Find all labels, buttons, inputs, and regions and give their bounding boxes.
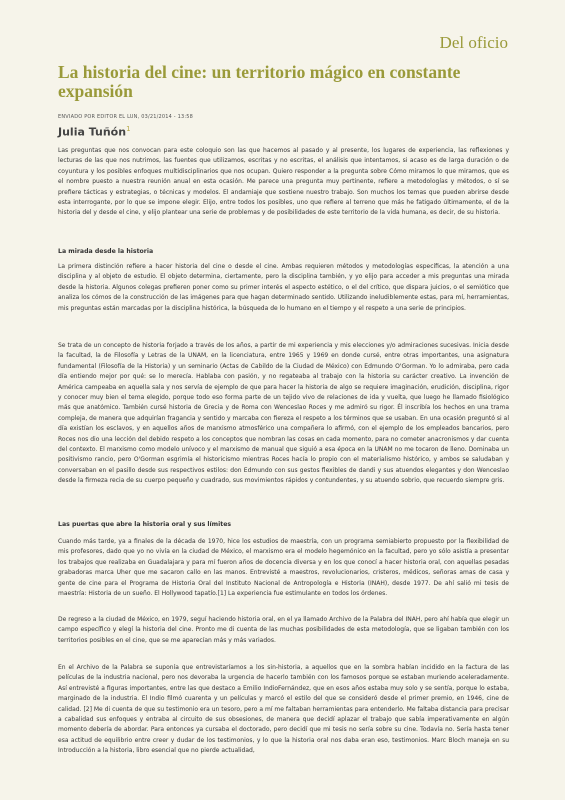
article-title: La historia del cine: un territorio mágico en constante expansión bbox=[58, 62, 461, 101]
author-label: Julia Tuñón bbox=[58, 125, 127, 139]
paragraph-oral-2: De regreso a la ciudad de México, en 1979, seguí haciendo historia oral, en el ya llamado Archivo de la Palabra del INAH, pero ahí había que elegir un campo específico y elegí la historia del cine. Pronto me di cuenta de las muchas posibilidades de esta metodología, que se ligaban también con los territorios posibles en el cine, que se me aparecían más y más variados. bbox=[58, 616, 509, 644]
subheading-historia-oral: Las puertas que abre la historia oral y sus límites bbox=[58, 521, 232, 528]
author-footnote-marker[interactable]: 1 bbox=[126, 125, 131, 133]
paragraph-mirada-2: Se trata de un concepto de historia forjado a través de los años, a partir de mi experiencia y mis elecciones y/o admiraciones sucesivas. Inicia desde la facultad, la de Filosofía y Letras de la UNAM, en la licenciatura, entre 1965 y 1969 en donde cursé, entre otras importantes, una asignatura fundamental (Filosofía de la Historia) y un seminario (Actas de Cabildo de la Ciudad de México) con Edmundo O'Gorman. Yo lo admiraba, pero cada día entiendo mejor por qué: se lo merecía. Hablaba con pasión, y no regateaba al trabajo con la historia su carácter creativo. La invención de América campeaba en aquella sala y nos servía de ejemplo de que para hacer la historia de algo se requiere imaginación, erudición, disciplina, rigor y conocer muy bien el tema elegido, porque todo eso forma parte de un tejido vivo de relaciones de ida y vuelta, que luego he llamado fisiológico más que anatómico. También cursé historia de Grecia y de Roma con Wenceslao Roces y me admiró su rigor. Él inscribía los hechos en una trama compleja, de manera que adquirían fragancia y sentido y marcaba con fiereza el respeto a los términos que se usaban. En una ocasión preguntó si al día existían los esclavos, y en aquellos años de marxismo atmosférico una compañera lo afirmó, con el ejemplo de los empleados bancarios, pero Roces nos dio una lección del debido respeto a los conceptos que nombran las cosas en cada momento, para no cometer anacronismos y dar cuenta del contexto. El marxismo como modelo unívoco y el marxismo de manual que siguió a esa época en la UNAM no me tocaron de lleno. Dominaba un positivismo rancio, pero O'Gorman esgrimía el historicismo mientras Roces hacía lo propio con el materialismo histórico, y ambos se saludaban y conversaban en el pasillo desde sus respectivos estilos: don Edmundo con sus gestos flexibles de dandi y sus atuendos elegantes y don Wenceslao desde la firmeza recia de su cuerpo pequeño y cuadrado, sus movimientos rápidos y contundentes, y su atuendo sobrio, que recuerdo siempre gris. bbox=[58, 342, 509, 485]
post-meta: ENVIADO POR EDITOR EL LUN, 03/21/2014 - 13:58 bbox=[58, 114, 194, 120]
subheading-mirada: La mirada desde la historia bbox=[58, 248, 154, 255]
paragraph-oral-3: En el Archivo de la Palabra se suponía que entrevistaríamos a los sin-historia, a aquellos que en la sombra habían incidido en la factura de las películas de la industria nacional, pero nos devoraba la urgencia de hacerlo también con los famosos porque se estaban muriendo aceleradamente. Así entrevisté a figuras importantes, entre las que destaco a Emilio IndioFernández, que en esos años estaba muy solo y se sentía, porque lo estaba, marginado de la industria. El Indio filmó cuarenta y un películas y marcó el estilo del que se consideró desde el primer premio, en 1946, cine de calidad. [2] Me di cuenta de que su testimonio era un tesoro, pero a mí me faltaban herramientas para entenderlo. Me faltaba distancia para precisar a cabalidad sus enfoques y entraba al circuito de sus obsesiones, de manera que decidí aplazar el trabajo que sabía imperativamente en algún momento debería de abordar. Para entonces ya cursaba el doctorado, pero decidí que mi tesis no sería sobre su cine. Todavía no. Sería hasta tener esa actitud de equilibrio entre creer y dudar de los testimonios, y lo que la historia oral nos daba eran eso, testimonios. Marc Bloch maneja en su Introducción a la historia, libro esencial que no pierde actualidad, bbox=[58, 664, 509, 755]
paragraph-oral-1: Cuando más tarde, ya a finales de la década de 1970, hice los estudios de maestría, con un programa semiabierto propuesto por la flexibilidad de mis profesores, dado que yo no vivía en la ciudad de México, el marxismo era el modelo hegemónico en la facultad, pero yo sólo asistía a presentar los trabajos que realizaba en Guadalajara y para mí fueron años de docencia diversa y en los que conocí a hacer historia oral, con aquellas pesadas grabadoras marca Uher que me sacaron callo en las manos. Entrevisté a maestros, revolucionarios, cristeros, médicos, señoras amas de casa y gente de cine para el Programa de Historia Oral del Instituto Nacional de Antropología e Historia (INAH), desde 1977. De ahí salió mi tesis de maestría: Historia de un sueño. El Hollywood tapatío.[1] La experiencia fue estimulante en todos los órdenes. bbox=[58, 538, 509, 598]
paragraph-mirada-1: La primera distinción refiere a hacer historia del cine o desde el cine. Ambas requieren métodos y metodologías específicas, la atención a una disciplina y al objeto de estudio. El objeto determina, ciertamente, pero la disciplina también, y yo elijo para acceder a mis preguntas una mirada desde la historia. Algunos colegas prefieren poner como su primer interés el aspecto estético, o el del crítico, que dispara juicios, o el semiótico que analiza los cómos de la construcción de las imágenes para que hagan determinado sentido. Utilizando ineludiblemente estas, para mí, herramientas, mis preguntas están marcadas por la disciplina histórica, la búsqueda de lo humano en el tiempo y el respeto a una serie de principios. bbox=[58, 263, 509, 312]
intro-paragraph: Las preguntas que nos convocan para este coloquio son las que hacemos al pasado y al presente, los lugares de experiencia, las reflexiones y lecturas de las que nos nutrimos, las fuentes que utilizamos, escritas y no escritas, el análisis que intentamos, si acaso es de larga duración o de coyuntura y los posibles enfoques multidisciplinarios que nos ocupan. Quiero responder a la pregunta sobre Cómo miramos lo que miramos, que es el nombre puesto a nuestra reunión anual en esta ocasión. Me parece una pregunta muy pertinente, refiere a metodologías y métodos, o sí se prefiere tácticas y estrategias, o técnicas y modelos. El andamiaje que sostiene nuestro trabajo. Son muchos los temas que pueden abrirse desde esta interrogante, por lo que se impone elegir. Elijo, entre todos los posibles, uno que refiere al terreno que más he fatigado últimamente, el de la historia del y desde el cine, y elijo plantear una serie de problemas y de posibilidades de este territorio de la vida humana, es decir, de su historia. bbox=[58, 147, 509, 217]
section-label[interactable]: Del oficio bbox=[439, 33, 508, 52]
author-name bbox=[58, 125, 131, 139]
